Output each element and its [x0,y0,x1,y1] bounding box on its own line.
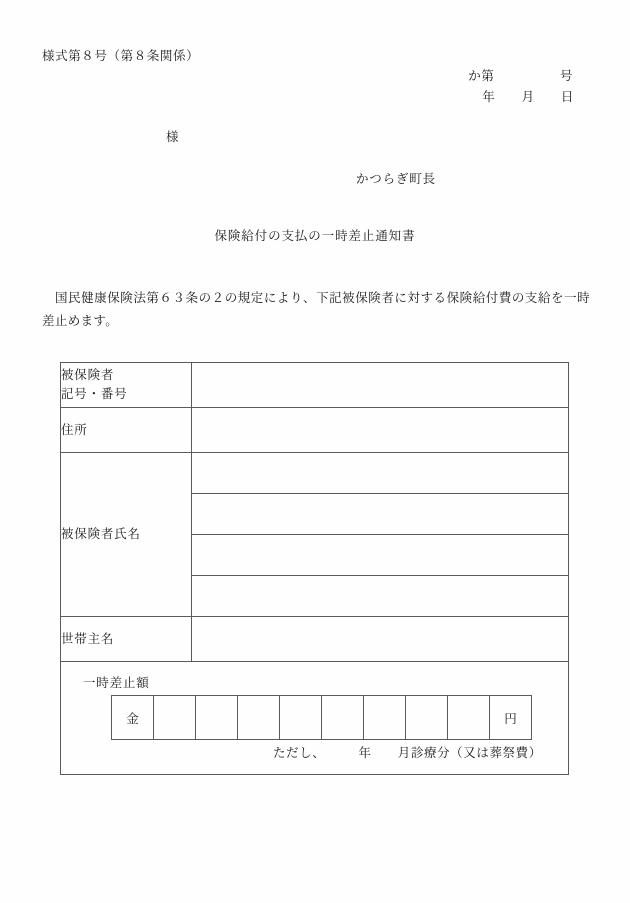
amount-digit-4[interactable] [280,696,322,740]
table-row [61,617,569,662]
field-insured-name-1[interactable] [192,453,569,494]
addressee-honorific: 様 [166,130,180,144]
body-paragraph: 国民健康保険法第６３条の２の規定により、下記被保険者に対する保険給付費の支給を一時差止めます。 [42,291,590,328]
row-label-insured-symbol-number [61,363,192,408]
document-number: か第 号 [468,69,574,83]
field-insured-name-4[interactable] [192,576,569,617]
row-label-insured-name: 被保険者氏名 [61,453,192,617]
document-date: 年 月 日 [482,90,574,104]
amount-grid-row [112,696,532,740]
table-row [61,363,569,408]
row-label-householder-name: 世帯主名 [61,617,192,662]
issuer-name: かつらぎ町長 [356,172,436,186]
table-row [61,408,569,453]
amount-note: ただし、 年 月診療分（又は葬祭費） [273,746,542,760]
form-code: 様式第８号（第８条関係） [42,49,200,63]
amount-cell-currency-prefix: 金 [112,696,154,740]
amount-digit-8[interactable] [448,696,490,740]
field-householder-name[interactable] [192,617,569,662]
amount-digit-grid [111,695,532,740]
amount-digit-1[interactable] [154,696,196,740]
amount-digit-2[interactable] [196,696,238,740]
table-row [61,453,569,494]
amount-digit-3[interactable] [238,696,280,740]
document-meta [468,66,574,108]
amount-digit-7[interactable] [406,696,448,740]
field-address[interactable] [192,408,569,453]
field-insured-symbol-number[interactable] [192,363,569,408]
label-line: 記号・番号 [61,387,128,401]
table-row [61,662,569,775]
amount-cell-currency-suffix: 円 [490,696,532,740]
amount-label: 一時差止額 [83,676,150,690]
page-title: 保険給付の支払の一時差止通知書 [214,229,416,243]
label-line: 被保険者 [61,368,115,382]
amount-section [61,662,569,775]
insured-person-table [60,362,569,775]
field-insured-name-3[interactable] [192,535,569,576]
amount-digit-5[interactable] [322,696,364,740]
field-insured-name-2[interactable] [192,494,569,535]
row-label-address: 住所 [61,408,192,453]
amount-digit-6[interactable] [364,696,406,740]
